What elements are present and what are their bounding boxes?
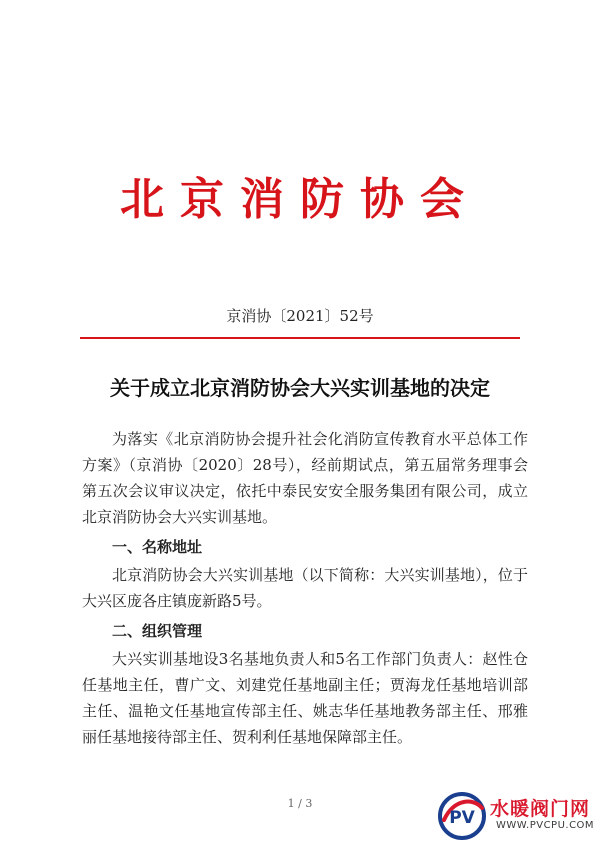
watermark-url: WWW.PVCPU.COM (496, 820, 595, 831)
document-title: 关于成立北京消防协会大兴实训基地的决定 (110, 376, 490, 400)
section-paragraph-name-address: 北京消防协会大兴实训基地（以下简称：大兴实训基地），位于大兴区庞各庄镇庞新路5号。 (82, 566, 528, 610)
section-paragraph-organization: 大兴实训基地设3名基地负责人和5名工作部门负责人：赵性仓任基地主任，曹广文、刘建党任基地副主任；贾海龙任基地培训部主任、温艳文任基地宣传部主任、姚志华任基地教务部主任、邢雅丽任基地接待部主任、贺利利任基地保障部主任。 (82, 650, 528, 746)
letterhead-org-name: 北京消防协会 (120, 174, 480, 225)
pv-logo-icon (436, 790, 488, 842)
red-divider-line (80, 337, 520, 339)
watermark-site-name: 水暖阀门网 (490, 798, 591, 820)
document-number: 京消协〔2021〕52号 (226, 307, 374, 325)
svg-text:PV: PV (449, 808, 475, 828)
site-watermark (436, 790, 596, 842)
section-heading-organization: 二、组织管理 (112, 622, 203, 640)
section-heading-name-address: 一、名称地址 (112, 538, 203, 556)
document-body (82, 426, 528, 750)
intro-paragraph: 为落实《北京消防协会提升社会化消防宣传教育水平总体工作方案》（京消协〔2020〕28号），经前期试点，第五届常务理事会第五次会议审议决定，依托中泰民安安全服务集团有限公司，成立北京消防协会大兴实训基地。 (82, 430, 528, 526)
page-number: 1 / 3 (287, 797, 313, 810)
